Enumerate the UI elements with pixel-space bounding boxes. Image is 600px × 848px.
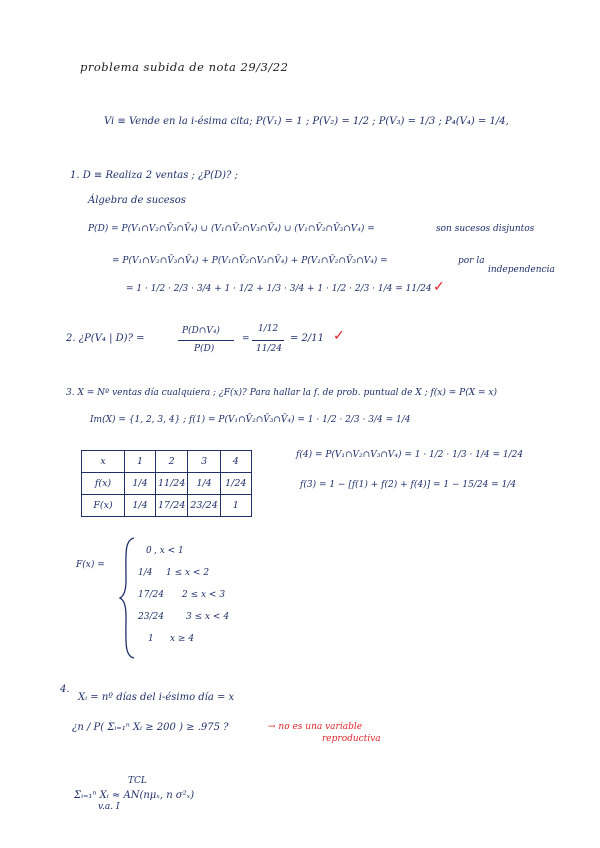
table-row [82,473,252,495]
cdf-case-condition: 1 ≤ x < 2 [166,568,210,578]
q2-frac1-den: P(D) [194,344,215,354]
table-cell: 23/24 [188,495,220,517]
cdf-case-value: 1/4 [138,568,153,578]
table-cell: 1 [125,451,156,473]
table-cell: F(x) [82,495,125,517]
q1-header: 1. D ≡ Realiza 2 ventas ; ¿P(D)? ; [70,170,238,181]
q2-frac2-den: 11/24 [256,344,282,354]
table-cell: 1/4 [188,473,220,495]
cdf-case-value: 23/24 [138,612,164,622]
cdf-case-value: 17/24 [138,590,164,600]
cdf-case-value: 1 [148,634,154,644]
q3-line2: Im(X) = {1, 2, 3, 4} ; f(1) = P(V₁∩V̄₂∩V̄₃∩V̄₄) = 1 · 1/2 · 2/3 · 3/4 = 1/4 [90,415,411,425]
q4-note: → no es una variable [268,722,363,732]
q2-frac2-num: 1/12 [258,324,279,334]
table-row [82,495,252,517]
q1-subtitle: Álgebra de sucesos [88,195,186,206]
table-cell: 1/24 [220,473,251,495]
table-cell: 1 [220,495,251,517]
q2-frac1-bar [178,340,234,341]
cdf-case-condition: , x < 1 [154,546,184,556]
cdf-case-condition: 2 ≤ x < 3 [182,590,226,600]
q1-line3: = 1 · 1/2 · 2/3 · 3/4 + 1 · 1/2 + 1/3 · 3/4 + 1 · 1/2 · 2/3 · 1/4 = 11/24 [126,284,432,294]
cdf-brace [118,536,138,660]
cdf-label: F(x) = [76,560,105,570]
table-cell: 2 [156,451,188,473]
q3-header: 3. X = Nº ventas día cualquiera ; ¿F(x)? Para hallar la f. de prob. puntual de X ; f(x) = P(X = x) [66,388,497,398]
table-cell: 1/4 [125,495,156,517]
q1-check-mark: ✓ [433,279,445,295]
q1-line1: P(D) = P(V₁∩V₂∩V̄₃∩V̄₄) ∪ (V₁∩V̄₂∩V₃∩V̄₄) ∪ (V₁∩V̄₂∩V̄₃∩V₄) = [88,224,375,234]
q2-frac2-bar [252,340,284,341]
q1-line2: = P(V₁∩V₂∩V̄₃∩V̄₄) + P(V₁∩V̄₂∩V₃∩V̄₄) + P(V₁∩V̄₂∩V̄₃∩V₄) = [112,256,388,266]
q4-tcl-label: TCL [128,776,147,786]
q4-approximation: Σᵢ₌₁ⁿ Xᵢ ≈ AN(nμₓ, n σ²ₓ) [74,790,195,801]
page-title: problema subida de nota 29/3/22 [80,60,289,74]
q3-f3: f(3) = 1 − [f(1) + f(2) + f(4)] = 1 − 15/24 = 1/4 [300,480,517,490]
q2-equals: = [242,334,250,344]
q3-f4: f(4) = P(V₁∩V₂∩V₃∩V₄) = 1 · 1/2 · 1/3 · 1/4 = 1/24 [296,450,524,460]
table-cell: 17/24 [156,495,188,517]
q1-line2-note-a: por la [458,256,485,266]
q4-note-2: reproductiva [322,734,381,744]
q1-line2-note-b: independencia [488,265,555,275]
probability-table [81,450,252,517]
q2-result: = 2/11 [290,333,325,344]
q4-definition: Xᵢ = nº días del i-ésimo día = x [78,692,235,703]
q2-check-mark: ✓ [333,328,345,344]
cdf-case-value: 0 [146,546,152,556]
q1-line1-note: son sucesos disjuntos [436,224,535,234]
cdf-case-condition: 3 ≤ x < 4 [186,612,230,622]
intro-definitions: Vi ≡ Vende en la i-ésima cita; P(V₁) = 1 ; P(V₂) = 1/2 ; P(V₃) = 1/3 ; P₄(V₄) = 1/4, [104,116,509,127]
table-cell: x [82,451,125,473]
table-cell: 3 [188,451,220,473]
table-cell: 1/4 [125,473,156,495]
table-cell: f(x) [82,473,125,495]
q4-question: ¿n / P( Σᵢ₌₁ⁿ Xᵢ ≥ 200 ) ≥ .975 ? [72,722,229,733]
q4-iid-label: v.a. I [98,802,120,812]
table-row [82,451,252,473]
cdf-case-condition: x ≥ 4 [170,634,195,644]
q2-question: 2. ¿P(V₄ | D)? = [66,333,145,344]
table-cell: 4 [220,451,251,473]
table-cell: 11/24 [156,473,188,495]
q4-number: 4. [60,684,70,695]
q2-frac1-num: P(D∩V₄) [182,326,220,336]
